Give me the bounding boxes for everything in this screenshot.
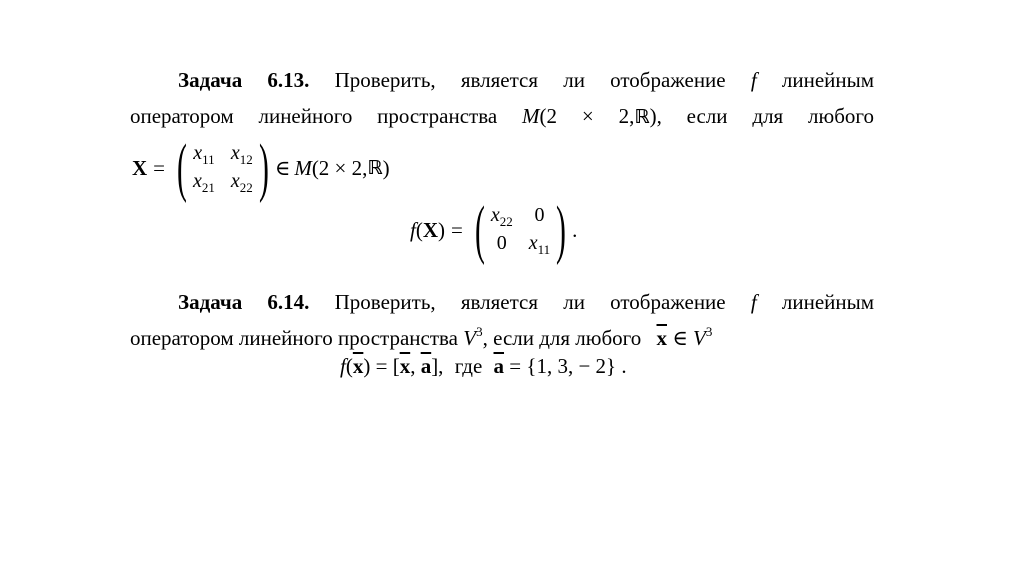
element-of-symbol: ∈	[274, 155, 291, 180]
f-symbol: f	[750, 68, 757, 92]
f-close-paren-2: )	[363, 354, 371, 378]
a-vector-value: {1, 3, − 2} .	[526, 354, 627, 378]
matrix-x	[193, 141, 253, 195]
matrix-f-x-cell-base: 0	[534, 204, 545, 226]
task-6-14-text-4: , если для любого	[482, 326, 642, 350]
matrix-f-x-cell-base: 0	[496, 232, 507, 254]
f-symbol-2: f	[750, 290, 757, 314]
right-paren-2: )	[556, 193, 567, 266]
f-function-symbol-2: f	[340, 354, 346, 378]
matrix-x-cell	[193, 169, 215, 195]
x-definition-formula	[132, 131, 390, 204]
real-numbers-symbol-2: ℝ	[367, 157, 383, 179]
element-of-symbol-2: ∈	[672, 326, 688, 350]
v-exponent: 3	[476, 324, 483, 339]
task-6-13-heading: Задача 6.13.	[178, 68, 310, 92]
equals-sign-2: =	[451, 217, 463, 242]
equals-sign-3: =	[375, 354, 388, 378]
matrix-f-x-cell-base: x	[528, 232, 538, 254]
f-argument-x: X	[422, 217, 439, 242]
matrix-space: M(2 × 2,ℝ), если для любого	[522, 104, 874, 128]
v-space-symbol-2: V	[693, 326, 706, 350]
matrix-x-cell-base: x	[193, 170, 202, 192]
matrix-f-x-cell-index: 11	[537, 242, 551, 257]
matrix-space-close: )	[382, 155, 390, 180]
f-function-symbol: f	[410, 217, 416, 242]
task-6-13-text-3: оператором линейного пространства	[130, 104, 498, 128]
task-6-13-line-1	[178, 68, 874, 92]
f-open-paren: (	[415, 217, 423, 242]
equals-sign: =	[153, 155, 166, 180]
matrix-x-cell-index: 21	[201, 180, 215, 195]
a-vector-cross: $\overline{a}$	[420, 354, 432, 378]
matrix-x-cell	[231, 141, 253, 167]
matrix-f-x	[491, 203, 550, 257]
where-word: где	[454, 354, 483, 378]
matrix-x-cell-index: 22	[239, 180, 253, 195]
f-open-paren-2: (	[345, 354, 353, 378]
matrix-f-x-cell-base: x	[490, 204, 500, 226]
task-6-13-text-1: Проверить, является ли отображение	[334, 68, 726, 92]
x-vector-arg: $\overline{x}$	[352, 354, 364, 378]
matrix-f-x-cell	[529, 231, 550, 257]
matrix-f-x-cell	[529, 203, 550, 229]
v-exponent-2: 3	[705, 324, 713, 339]
right-paren: )	[258, 131, 269, 204]
x-vector: $\overline{x}$	[656, 326, 667, 350]
v-space-symbol: V	[463, 326, 477, 350]
matrix-space-symbol: M	[294, 155, 312, 180]
task-6-14-text-1: Проверить, является ли отображение	[334, 290, 726, 314]
x-vector-cross: $\overline{x}$	[399, 354, 411, 378]
left-paren: (	[177, 131, 187, 204]
matrix-x-cell	[193, 141, 215, 167]
equals-sign-4: =	[509, 354, 522, 378]
left-paren-2: (	[474, 193, 485, 266]
real-numbers-symbol: ℝ	[634, 106, 650, 128]
task-6-13-line-2	[130, 104, 874, 129]
matrix-f-x-cell	[491, 203, 513, 229]
cross-comma: ,	[410, 354, 416, 378]
matrix-x-cell-index: 11	[202, 152, 215, 167]
bracket-open: [	[392, 354, 400, 378]
task-6-14-text-3: оператором линейного пространства	[130, 326, 459, 350]
task-6-14-heading: Задача 6.14.	[178, 290, 310, 314]
matrix-f-x-cell-index: 22	[499, 214, 513, 229]
task-6-14-line-1	[178, 290, 874, 314]
x-matrix-symbol: X	[132, 155, 148, 180]
f-close-paren: )	[438, 217, 446, 242]
cross-product-formula	[340, 354, 627, 378]
period: .	[572, 217, 578, 242]
a-vector: $\overline{a}$	[493, 354, 505, 378]
task-6-13-text-2: линейным	[781, 68, 875, 92]
matrix-f-x-cell	[491, 231, 513, 257]
matrix-space-args: (2 × 2,	[311, 155, 368, 180]
matrix-x-cell-base: x	[230, 170, 240, 192]
task-6-14-line-2	[130, 326, 712, 353]
matrix-x-cell-base: x	[230, 142, 240, 164]
matrix-x-cell-index: 12	[239, 152, 253, 167]
bracket-close: ],	[431, 354, 444, 378]
matrix-x-cell	[231, 169, 253, 195]
task-6-14-text-2: линейным	[781, 290, 875, 314]
matrix-x-cell-base: x	[193, 142, 203, 164]
f-x-formula	[410, 193, 578, 266]
